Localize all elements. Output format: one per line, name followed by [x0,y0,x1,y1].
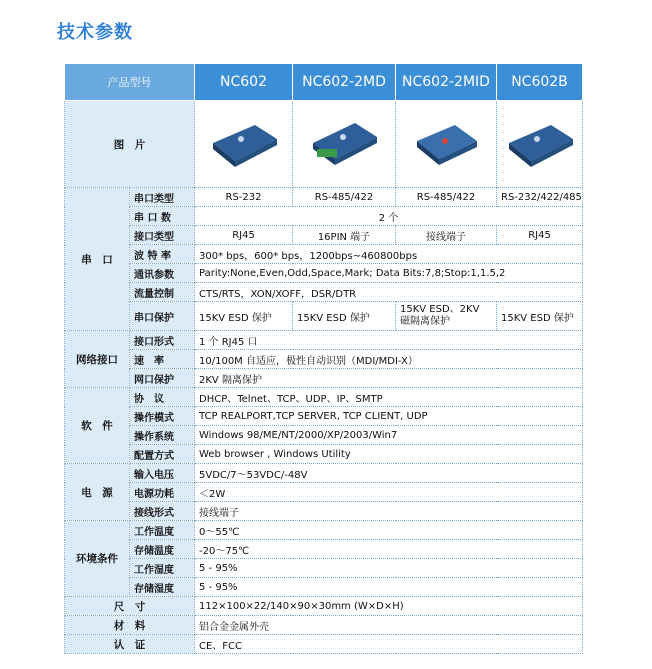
serial-group: 串 口 [65,188,130,331]
net-form-row [65,331,583,350]
op-temp-value: 0～55℃ [195,521,583,540]
net-form-value: 1 个 RJ45 口 [195,331,583,350]
st-temp-label: 存储温度 [130,540,195,559]
net-form-label: 接口形式 [130,331,195,350]
serial-type-label: 串口类型 [130,188,195,207]
page-title: 技术参数 [57,22,133,43]
os-row [65,426,583,445]
serial-type-nc602b: RS-232/422/485 [497,188,583,207]
serial-type-nc602-2md: RS-485/422 [293,188,396,207]
spec-table [64,63,583,654]
voltage-row [65,464,583,483]
mode-row [65,407,583,426]
serial-protect-nc602-2md: 15KV ESD 保护 [293,302,396,331]
consumption-row [65,483,583,502]
net-protect-label: 网口保护 [130,369,195,388]
op-temp-row [65,521,583,540]
st-hum-row [65,578,583,597]
image-row [65,101,583,188]
serial-iface-nc602b: RJ45 [497,226,583,245]
protocol-label: 协 议 [130,388,195,407]
serial-protect-nc602: 15KV ESD 保护 [195,302,293,331]
comm-row [65,264,583,283]
size-label: 尺 寸 [65,597,195,616]
device-image-nc602-2md [293,101,396,188]
config-label: 配置方式 [130,445,195,464]
material-label: 材 料 [65,616,195,635]
st-hum-value: 5 - 95% [195,578,583,597]
serial-protect-nc602b: 15KV ESD 保护 [497,302,583,331]
device-image-nc602 [195,101,293,188]
serial-protect-nc602-2mid: 15KV ESD、2KV 磁隔离保护 [396,302,497,331]
env-group: 环境条件 [65,521,130,597]
serial-count-label: 串 口 数 [130,207,195,226]
wiring-value: 接线端子 [195,502,583,521]
config-row [65,445,583,464]
serial-iface-row [65,226,583,245]
voltage-value: 5VDC/7～53VDC/-48V [195,464,583,483]
flow-row [65,283,583,302]
device-image-nc602-2mid [396,101,497,188]
software-group: 软 件 [65,388,130,464]
os-label: 操作系统 [130,426,195,445]
os-value: Windows 98/ME/NT/2000/XP/2003/Win7 [195,426,583,445]
power-group: 电 源 [65,464,130,521]
cert-row [65,635,583,654]
protocol-value: DHCP、Telnet、TCP、UDP、IP、SMTP [195,388,583,407]
size-row [65,597,583,616]
cert-value: CE、FCC [195,635,583,654]
flow-value: CTS/RTS，XON/XOFF，DSR/DTR [195,283,583,302]
consumption-value: ＜2W [195,483,583,502]
serial-iface-nc602: RJ45 [195,226,293,245]
op-hum-row [65,559,583,578]
cert-label: 认 证 [65,635,195,654]
material-value: 铝合金金属外壳 [195,616,583,635]
serial-iface-nc602-2md: 16PIN 端子 [293,226,396,245]
comm-label: 通讯参数 [130,264,195,283]
config-value: Web browser , Windows Utility [195,445,583,464]
st-hum-label: 存储湿度 [130,578,195,597]
voltage-label: 输入电压 [130,464,195,483]
baud-value: 300* bps，600* bps，1200bps~460800bps [195,245,583,264]
op-hum-value: 5 - 95% [195,559,583,578]
material-row [65,616,583,635]
serial-type-nc602-2mid: RS-485/422 [396,188,497,207]
baud-label: 波 特 率 [130,245,195,264]
size-value: 112×100×22/140×90×30mm (W×D×H) [195,597,583,616]
net-rate-value: 10/100M 自适应，极性自动识别（MDI/MDI-X） [195,350,583,369]
net-rate-label: 速 率 [130,350,195,369]
st-temp-value: -20～75℃ [195,540,583,559]
baud-row [65,245,583,264]
header-label: 产品型号 [65,64,195,101]
serial-count-row [65,207,583,226]
net-protect-value: 2KV 隔离保护 [195,369,583,388]
wiring-row [65,502,583,521]
model-nc602b: NC602B [497,64,583,101]
model-nc602-2mid: NC602-2MID [396,64,497,101]
serial-count-value: 2 个 [195,207,583,226]
serial-type-nc602: RS-232 [195,188,293,207]
comm-value: Parity:None,Even,Odd,Space,Mark; Data Bits:7,8;Stop:1,1.5,2 [195,264,583,283]
mode-label: 操作模式 [130,407,195,426]
serial-protect-label: 串口保护 [130,302,195,331]
device-image-nc602b [497,101,583,188]
net-rate-row [65,350,583,369]
model-nc602: NC602 [195,64,293,101]
serial-protect-row [65,302,583,331]
protocol-row [65,388,583,407]
op-hum-label: 工作湿度 [130,559,195,578]
header-row [65,64,583,101]
wiring-label: 接线形式 [130,502,195,521]
mode-value: TCP REALPORT,TCP SERVER, TCP CLIENT, UDP [195,407,583,426]
serial-iface-label: 接口类型 [130,226,195,245]
op-temp-label: 工作温度 [130,521,195,540]
consumption-label: 电源功耗 [130,483,195,502]
serial-type-row [65,188,583,207]
flow-label: 流量控制 [130,283,195,302]
serial-iface-nc602-2mid: 接线端子 [396,226,497,245]
network-group: 网络接口 [65,331,130,388]
st-temp-row [65,540,583,559]
image-row-label: 图 片 [65,101,195,188]
net-protect-row [65,369,583,388]
model-nc602-2md: NC602-2MD [293,64,396,101]
